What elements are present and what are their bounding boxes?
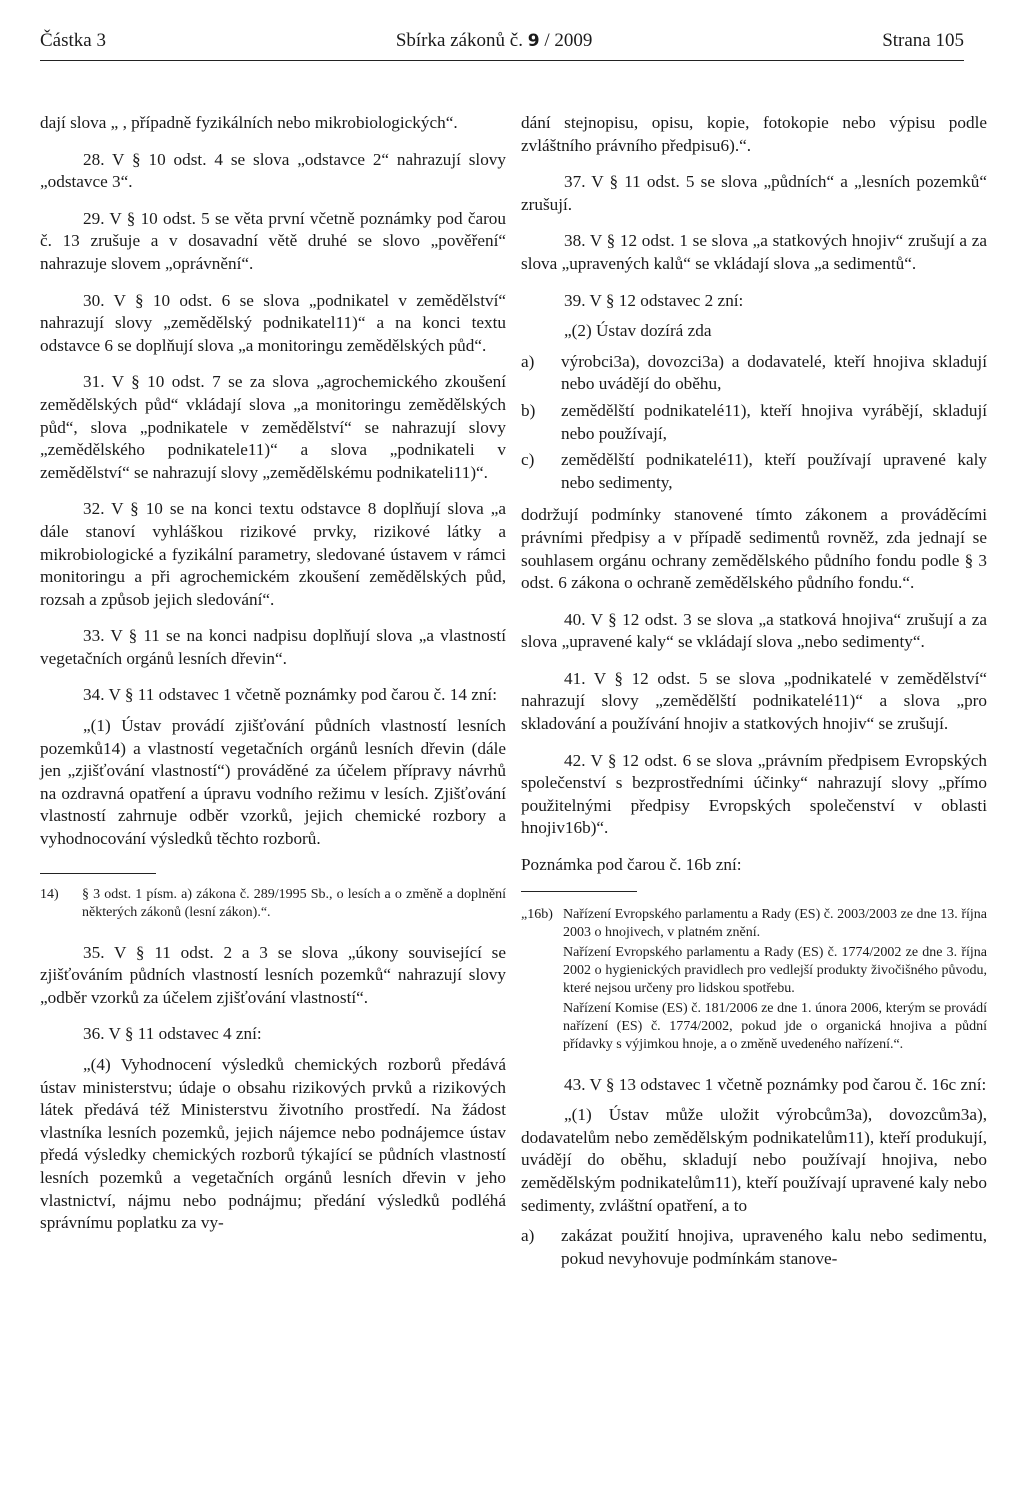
list-item (521, 351, 987, 396)
point-35: 35. V § 11 odst. 2 a 3 se slova „úkony související se zjišťováním půdních vlastností lesních pozemků“ nahrazují slovy „odběr vzorků za účelem zjišťování vlastností“. (40, 942, 506, 1007)
right-column (521, 112, 987, 1280)
point-36: 36. V § 11 odstavec 4 zní: (83, 1024, 262, 1044)
list-letter: c) (521, 450, 535, 470)
footnote-marker: „16b) (521, 906, 553, 922)
paragraph-continued: dají slova „ , případně fyzikálních nebo mikrobiologických“. (40, 113, 458, 132)
footnote-note: Poznámka pod čarou č. 16b zní: (521, 855, 742, 875)
point-30: 30. V § 10 odst. 6 se slova „podnikatel v zemědělství“ nahrazují slovy „zemědělský podnikatel11)“ a na konci textu odstavce 6 se doplňují slova „a monitoringu zemědělských půd“. (40, 290, 506, 355)
point-34: 34. V § 11 odstavec 1 včetně poznámky pod čarou č. 14 zní: (83, 685, 497, 705)
point-28: 28. V § 10 odst. 4 se slova „odstavce 2“ nahrazují slovy „odstavce 3“. (40, 149, 506, 192)
point-39-continued: dodržují podmínky stanovené tímto zákonem a prováděcími právními předpisy a v případě sedimentů rovněž, zda jednají se souhlasem orgánu ochrany zemědělského půdního fondu podle § 3 odst. 6 zákona o ochraně zemědělského půdního fondu.“. (521, 505, 987, 593)
point-41: 41. V § 12 odst. 5 se slova „podnikatelé v zemědělství“ nahrazují slovy „zemědělští podnikatelé11)“ a slova „pro skladování a používání hnojiv a statkových hnojiv“ se zrušují. (521, 668, 987, 734)
footnote-text: Nařízení Evropského parlamentu a Rady (ES) č. 1774/2002 ze dne 3. října 2002 o hygienických pravidlech pro vedlejší produkty živočišného původu, které nejsou určeny pro lidskou spotřebu. (563, 944, 987, 996)
list-text: zakázat použití hnojiva, upraveného kalu nebo sedimentu, pokud nevyhovuje podmínkám stanove- (561, 1226, 987, 1268)
page-header (40, 30, 964, 52)
point-31: 31. V § 10 odst. 7 se za slova „agrochemického zkoušení zemědělských půd“ vkládají slova „a monitoringu zemědělských půd“, slova „podnikatele v zemědělství“ se nahrazují slovy „zemědělského podnikatele11)“ a slova „podnikateli v zemědělství“ se nahrazují slovy „zemědělskému podnikateli11)“. (40, 372, 506, 482)
point-39-quote: „(2) Ústav dozírá zda (564, 321, 712, 341)
list-item (521, 449, 987, 494)
point-34-quote: „(1) Ústav provádí zjišťování půdních vlastností lesních pozemků14) a vlastností vegetačních orgánů lesních dřevin (dále jen „zjišťování vlastností“) prováděné za účelem přípravy návrhů na ozdravná opatření a úpravu vodního režimu v lesích. Zjišťování vlastností zahrnuje odběr vzorků, jejich chemické rozbory a vyhodnocování výsledků těchto rozborů. (40, 716, 506, 849)
point-29: 29. V § 10 odst. 5 se věta první včetně poznámky pod čarou č. 13 zrušuje a v dosavadní větě druhé se slovo „pověření“ nahrazuje slovem „oprávnění“. (40, 208, 506, 273)
footnote-text: § 3 odst. 1 písm. a) zákona č. 289/1995 Sb., o lesích a o změně a doplnění některých zákonů (lesní zákon).“. (82, 886, 506, 920)
point-43-quote: „(1) Ústav může uložit výrobcům3a), dovozcům3a), dodavatelům nebo zemědělským podnikatelům11), kteří produkují, uvádějí do oběhu, skladují nebo používají hnojiva, nebo zemědělským podnikatelům11), kteří používají upravené kaly nebo sedimenty, zvláštní opatření, a to (521, 1105, 987, 1215)
header-rule (40, 60, 964, 61)
list-43 (521, 1225, 987, 1270)
point-39: 39. V § 12 odstavec 2 zní: (564, 290, 744, 310)
point-42: 42. V § 12 odst. 6 se slova „právním předpisem Evropských společenství s bezprostředními účinky“ nahrazují slovy „přímo použitelnými předpisy Evropských společenství v oblasti hnojiv16b)“. (521, 750, 987, 838)
list-text: zemědělští podnikatelé11), kteří hnojiva vyrábějí, skladují nebo používají, (561, 400, 987, 443)
list-text: zemědělští podnikatelé11), kteří používají upravené kaly nebo sedimenty, (561, 450, 987, 492)
footnote-16b (521, 906, 987, 1054)
point-38: 38. V § 12 odst. 1 se slova „a statkových hnojiv“ zrušují a za slova „upravených kalů“ se vkládají slova „a sedimentů“. (521, 231, 987, 273)
point-43: 43. V § 13 odstavec 1 včetně poznámky pod čarou č. 16c zní: (564, 1074, 987, 1094)
paragraph-continued: dání stejnopisu, opisu, kopie, fotokopie nebo výpisu podle zvláštního právního předpisu6).“. (521, 113, 987, 155)
footnote-rule (521, 891, 637, 892)
header-year: / 2009 (544, 30, 593, 51)
header-title: Sbírka zákonů č. (395, 30, 523, 51)
point-40: 40. V § 12 odst. 3 se slova „a statková hnojiva“ zrušují a za slova „upravené kaly“ se vkládají slova „nebo sedimenty“. (521, 609, 987, 652)
footnote-text: Nařízení Komise (ES) č. 181/2006 ze dne 1. února 2006, kterým se provádí nařízení (ES) č. 1774/2002, pokud jde o organická hnojiva a půdní přídavky s výjimkou hnoje, a o změně uvedeného nařízení.“. (563, 1000, 987, 1052)
list-letter: b) (521, 400, 536, 420)
footnote-14 (40, 886, 506, 922)
list-letter: a) (521, 1226, 535, 1246)
list-text: výrobci3a), dovozci3a) a dodavatelé, kteří hnojiva skladují nebo uvádějí do oběhu, (561, 351, 987, 394)
header-page-number: Strana 105 (882, 30, 964, 51)
list-letter: a) (521, 351, 535, 371)
point-37: 37. V § 11 odst. 5 se slova „půdních“ a „lesních pozemků“ zrušují. (521, 172, 987, 214)
header-part: Částka 3 (40, 30, 106, 51)
point-32: 32. V § 10 se na konci textu odstavce 8 doplňují slova „a dále stanoví vyhláškou rizikové prvky, rizikové látky a mikrobiologické a fyzikální parametry, sledované ústavem v rámci monitoringu a při agrochemickém zkoušení zemědělských půd, rozsah a způsob jejich sledování“. (40, 499, 506, 609)
left-column (40, 112, 506, 1249)
header-issue-number: 9 (527, 31, 540, 51)
footnote-marker: 14) (40, 886, 59, 902)
list-39 (521, 351, 987, 495)
list-item (521, 400, 987, 445)
point-33: 33. V § 11 se na konci nadpisu doplňují slova „a vlastností vegetačních orgánů lesních dřevin“. (40, 626, 506, 668)
list-item (521, 1225, 987, 1270)
footnote-text: Nařízení Evropského parlamentu a Rady (ES) č. 2003/2003 ze dne 13. října 2003 o hnojivech, v platném znění. (563, 906, 987, 940)
footnote-rule (40, 873, 156, 874)
point-36-quote: „(4) Vyhodnocení výsledků chemických rozborů předává ústav ministerstvu; údaje o obsahu rizikových prvků a rizikových látek předává též Ministerstvu životního prostředí. Na žádost vlastníka lesních pozemků, jejich nájemce nebo podnájemce ústav předá výsledky chemických rozborů týkající se půdních vlastností lesních pozemků a vegetačních orgánů lesních dřevin v jeho vlastnictví, nájmu nebo podnájmu; předání výsledků podléhá správnímu poplatku za vy- (40, 1055, 506, 1233)
header-collection (396, 30, 593, 52)
